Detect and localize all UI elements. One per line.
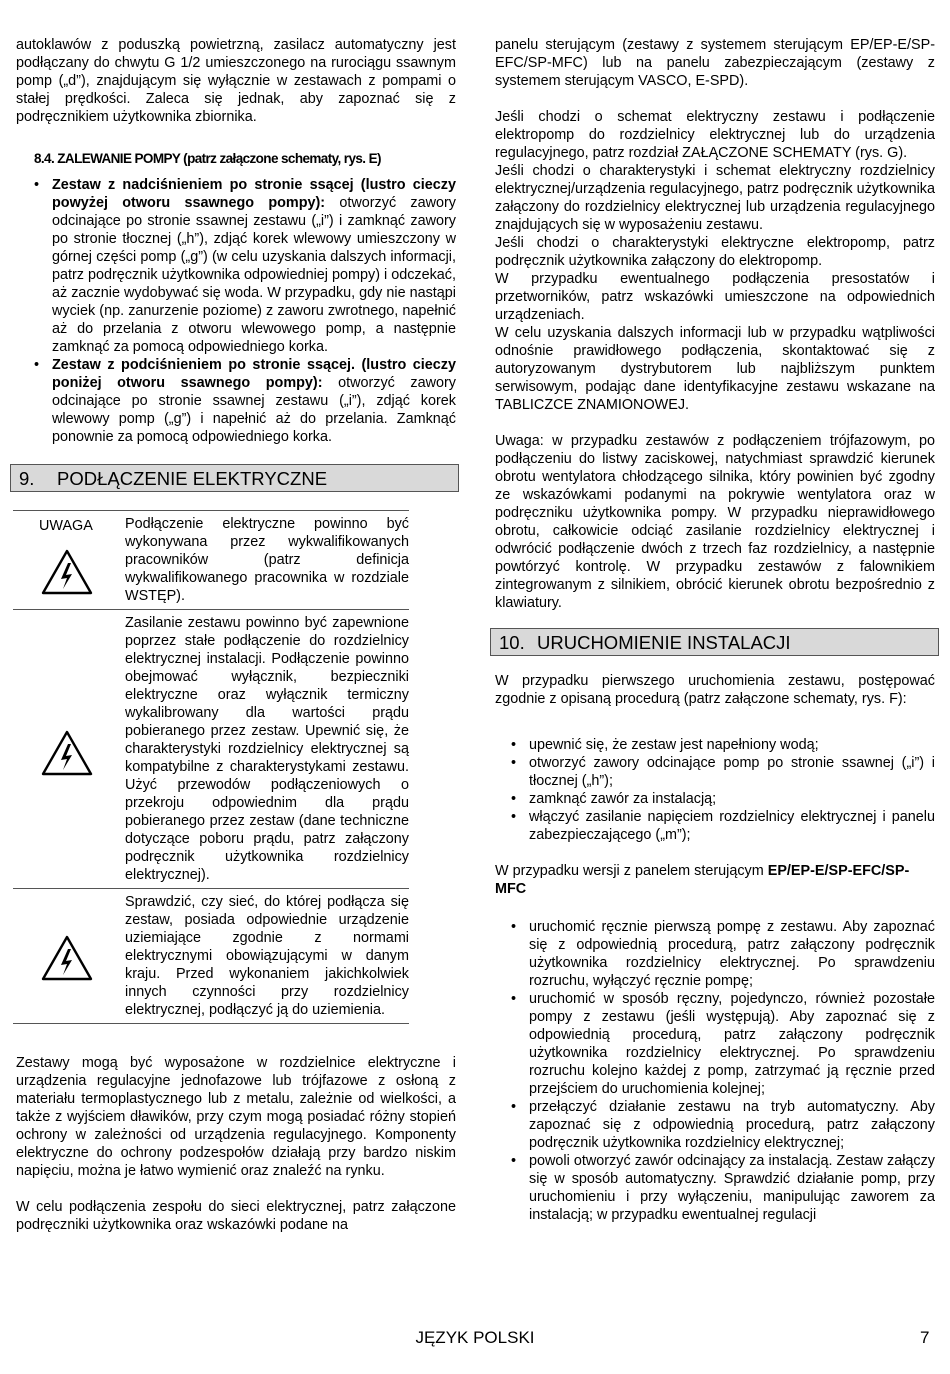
continued-paragraph: panelu sterującym (zestawy z systemem sterującym EP/EP-E/SP-EFC/SP-MFC) lub na panelu zabezpieczającym (zestawy z systemem sterującym VASCO, E-SPD). [495, 37, 935, 89]
right-column [495, 36, 935, 1224]
bullet-bold: Zestaw z nadciśnieniem po stronie ssącej (lustro cieczy powyżej otworu ssawnego pompy): [52, 177, 456, 211]
warning-row [13, 510, 409, 609]
priming-list [16, 176, 456, 446]
list-item [16, 356, 456, 446]
pump-specs-paragraph: Jeśli chodzi o charakterystyki elektryczne elektropomp, patrz podręcznik użytkownika załączony do elektropomp. [495, 235, 935, 269]
section-title: URUCHOMIENIE INSTALACJI [537, 632, 791, 653]
left-column [16, 36, 456, 1234]
list-item: • upewnić się, że zestaw jest napełniony wodą; [495, 736, 935, 754]
list-item: • zamknąć zawór za instalacją; [495, 790, 935, 808]
page-number: 7 [920, 1328, 930, 1347]
warning-label: UWAGA [39, 518, 93, 534]
startup-intro: W przypadku pierwszego uruchomienia zestawu, postępować zgodnie z opisaną procedurą (patrz załączone schematy, rys. F): [495, 673, 935, 707]
section-title: PODŁĄCZENIE ELEKTRYCZNE [57, 468, 328, 489]
version-models: EP/EP-E/SP-EFC/SP-MFC [495, 863, 910, 897]
switchboard-paragraph: Jeśli chodzi o charakterystyki i schemat elektryczny rozdzielnicy elektrycznej/urządzenia regulacyjnego, patrz podręcznik użytkownika załączony do rozdzielnicy elektrycznej lub urządzenia regulacyjnego znajdujących się w wyposażeniu zestawu. [495, 163, 935, 233]
pressure-switch-paragraph: W przypadku ewentualnego podłączenia presostatów i przetworników, patrz wskazówki umieszczone na odpowiednich urządzeniach. [495, 271, 935, 323]
warning-text: Zasilanie zestawu powinno być zapewnione poprzez stałe podłączenie do rozdzielnicy elektrycznej instalacji. Podłączenie powinno obejmować wyłącznik, bezpieczniki elektryczne oraz wyłącznik termiczny wykalibrowany dla wartości prądu pobieranego przez zestaw. Upewnić się, że charakterystyki rozdzielnicy elektrycznej są kompatybilne z charakterystykami zestawu. Użyć przewodów podłączeniowych o przekroju odpowiednim dla prądu pobieranego przez zestaw (dane techniczne dotyczące poboru prądu, patrz załączony podręcznik użytkownika rozdzielnicy elektrycznej). [125, 615, 409, 883]
list-item: • uruchomić ręcznie pierwszą pompę z zestawu. Aby zapoznać się z odpowiednią procedurą, patrz załączony podręcznik użytkownika rozdzielnicy elektrycznej. Po sprawdzeniu rozruchu, wyłączyć ręcznie pompę; [495, 918, 935, 990]
bullet-bold: Zestaw z podciśnieniem po stronie ssącej. (lustro cieczy poniżej otworu ssawnego pompy): [52, 357, 456, 391]
contact-paragraph: W celu uzyskania dalszych informacji lub w przypadku wątpliwości odnośnie prawidłowego podłączenia, skontaktować się z autoryzowanym dystrybutorem lub najbliższym punktem serwisowym, podając dane identyfikacyjne zestawu wskazane na TABLICZCE ZNAMIONOWEJ. [495, 325, 935, 413]
version-paragraph [495, 862, 935, 898]
intro-paragraph: autoklawów z poduszką powietrzną, zasilacz automatyczny jest podłączany do chwytu G 1/2 umieszczonego na rurociągu ssawnym pomp („d”), znajdującym się wyłącznie w zestawach z pompami o stałej prędkości. Zaleca się jednak, aby zapoznać się z podręcznikiem użytkownika zbiornika. [16, 37, 456, 125]
warning-text: Sprawdzić, czy sieć, do której podłącza się zestaw, posiada odpowiednie urządzenie uziemiające zgodnie z normami elektrycznymi obowiązującymi w danym kraju. Przed wykonaniem jakichkolwiek innych czynności przy rozdzielnicy elektrycznej, podłączyć ją do uziemienia. [125, 894, 409, 1018]
list-item: • włączyć zasilanie napięciem rozdzielnicy elektrycznej i panelu zabezpieczającego („m”); [495, 808, 935, 844]
list-item [16, 176, 456, 356]
electrical-hazard-icon [41, 730, 93, 776]
section-10-heading [490, 628, 939, 656]
section-number: 10. [499, 632, 525, 653]
list-item: • uruchomić w sposób ręczny, pojedynczo, również pozostałe pompy z zestawu (jeśli występują). Aby zapoznać się z odpowiednią procedurą, patrz załączony podręcznik użytkownika rozdzielnicy elektrycznej. Po sprawdzeniu rozruchu kolejno każdej z pomp, zatrzymać ją ręcznie przed przejściem do uruchomienia kolejnej; [495, 990, 935, 1098]
bullet-text: otworzyć zawory odcinające po stronie ssawnej zestawu („i”) i zamknąć zawory po stronie tłocznej („h”), zdjąć korek wlewowy umieszczony w górnej części pomp („g”) (w celu uzyskania dalszych informacji, patrz podręcznik użytkownika odpowiedniej pompy) i odczekać, aż zacznie wydobywać się woda. W przypadku, gdy nie nastąpi wyciek (np. zanurzenie poziome) z zaworu zwrotnego, napełnić aż do przelania z otworu wlewowego pomp, a następnie zamknąć za pomocą odpowiedniego korka. [52, 195, 456, 355]
subsection-heading: 8.4. ZALEWANIE POMPY (patrz załączone schematy, rys. E) [34, 151, 381, 166]
electrical-hazard-icon [41, 549, 93, 595]
warning-row [13, 888, 409, 1024]
startup-checklist [495, 736, 935, 844]
footer-language: JĘZYK POLSKI [415, 1328, 535, 1347]
bullet-text: otworzyć zawory odcinające po stronie ssawnej zestawu („i”), zdjąć korek wlewowy pomp („g”) i napełnić aż do przelania. Zamknąć ponownie za pomocą odpowiedniego korka. [52, 375, 456, 445]
warning-table [13, 510, 409, 1024]
warning-text: Podłączenie elektryczne powinno być wykonywana przez wykwalifikowanych pracowników (patrz definicja wykwalifikowanego pracownika w rozdziale WSTĘP). [125, 516, 409, 604]
list-item: • otworzyć zawory odcinające pomp po stronie ssawnej („i”) i tłocznej („h”); [495, 754, 935, 790]
enclosures-paragraph: Zestawy mogą być wyposażone w rozdzielnice elektryczne i urządzenia regulacyjne jednofazowe lub trójfazowe z osłoną z materiału termoplastycznego lub z metalu, zależnie od wielkości, a także z wyjściem dławików, przy czym mogą posiadać różny stopień ochrony w zależności od urządzenia regulacyjnego. Komponenty elektryczne do ochrony podzespołów działają przy bardzo niskim napięciu, można je łatwo wymienić oraz znaleźć na rynku. [16, 1055, 456, 1179]
electrical-hazard-icon [41, 935, 93, 981]
section-9-heading [10, 464, 459, 492]
wiring-diagram-paragraph: Jeśli chodzi o schemat elektryczny zestawu i podłączenie elektropomp do rozdzielnicy elektrycznej lub do urządzenia regulacyjnego, patrz rozdział ZAŁĄCZONE SCHEMATY (rys. G). [495, 109, 935, 161]
list-item: • przełączyć działanie zestawu na tryb automatyczny. Aby zapoznać się z odpowiednią procedurą, patrz załączony podręcznik użytkownika rozdzielnicy elektrycznej; [495, 1098, 935, 1152]
section-number: 9. [19, 468, 35, 489]
version-text: W przypadku wersji z panelem sterującym [495, 863, 768, 879]
connection-paragraph: W celu podłączenia zespołu do sieci elektrycznej, patrz załączone podręczniki użytkownika oraz wskazówki podane na [16, 1199, 456, 1233]
rotation-note-paragraph: Uwaga: w przypadku zestawów z podłączeniem trójfazowym, po podłączeniu do listwy zaciskowej, natychmiast sprawdzić kierunek obrotu wentylatora chłodzącego silnika, który powinien być zgodny ze wskazówkami podanymi na pokrywie wentylatora oraz w podręczniku użytkownika pompy. W przypadku nieprawidłowego obrotu, całkowicie odciąć zasilanie rozdzielnicy elektrycznej i odwrócić podłączenie dwóch z trzech faz rozdzielnicy, a następnie powtórzyć kontrolę. W przypadku zestawów z falownikiem zintegrowanym z silnikiem, obrócić kierunek obrotu bezpośrednio z klawiatury. [495, 433, 935, 611]
warning-row [13, 609, 409, 888]
list-item: • powoli otworzyć zawór odcinający za instalacją. Zestaw załączy się w sposób automatyczny. Sprawdzić działanie pomp, przy uruchomieniu i przy wyłączeniu, manipulując zaworem za instalacją; w przypadku ewentualnej regulacji [495, 1152, 935, 1224]
manual-start-list [495, 918, 935, 1224]
